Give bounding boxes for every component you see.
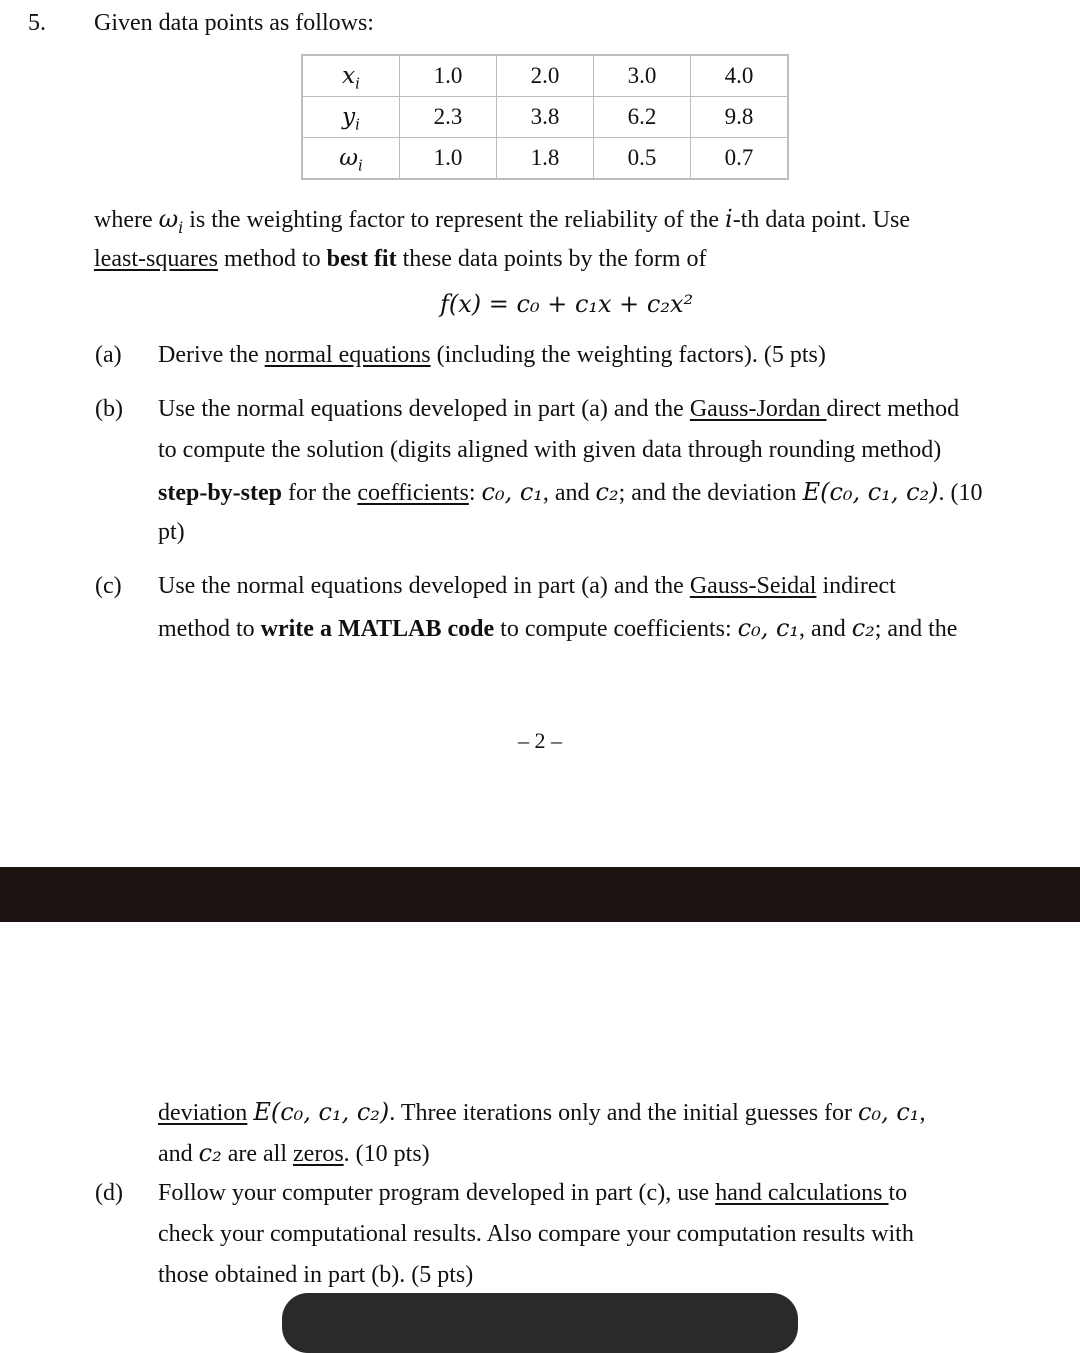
row-label-w: $\omega_i$ bbox=[302, 138, 400, 180]
part-a-text: Derive the normal equations (including the weighting factors). (5 pts) bbox=[158, 342, 826, 368]
table-row-x bbox=[302, 55, 788, 97]
part-d-line-1: Follow your computer program developed in part (c), use hand calculations to bbox=[158, 1180, 908, 1206]
part-c-line-2: method to write a MATLAB code to compute coefficients: c₀, c₁, and c₂; and the bbox=[158, 614, 958, 642]
part-c-line-1: Use the normal equations developed in part (a) and the Gauss-Seidal indirect bbox=[158, 573, 896, 599]
part-d-line-3: those obtained in part (b). (5 pts) bbox=[158, 1262, 474, 1288]
part-c-cont-line-2: and c₂ are all zeros. (10 pts) bbox=[158, 1139, 430, 1167]
question-title: Given data points as follows: bbox=[94, 10, 374, 36]
part-d-line-2: check your computational results. Also compare your computation results with bbox=[158, 1221, 914, 1247]
table-cell: 0.5 bbox=[594, 138, 691, 180]
table-cell: 1.0 bbox=[400, 138, 497, 180]
table-cell: 2.3 bbox=[400, 97, 497, 138]
intro-line-2: least-squares method to best fit these data points by the form of bbox=[94, 246, 707, 272]
table-cell: 3.0 bbox=[594, 55, 691, 97]
row-label-x: $x_i$ bbox=[302, 55, 400, 97]
table-cell: 9.8 bbox=[691, 97, 789, 138]
intro-line-1: where $\omega_i$ is the weighting factor to represent the reliability of the i-th data point. Use bbox=[94, 205, 911, 237]
fit-equation: f(x) = c₀ + c₁x + c₂x² bbox=[440, 290, 694, 318]
part-b-line-3: step-by-step for the coefficients: c₀, c₁, and c₂; and the deviation E(c₀, c₁, c₂). (10 bbox=[158, 478, 983, 506]
table-row-w bbox=[302, 138, 788, 180]
table-cell: 0.7 bbox=[691, 138, 789, 180]
part-c-cont-line-1: deviation E(c₀, c₁, c₂). Three iterations only and the initial guesses for c₀, c₁, bbox=[158, 1098, 926, 1126]
table-cell: 4.0 bbox=[691, 55, 789, 97]
part-b-line-1: Use the normal equations developed in part (a) and the Gauss-Jordan direct method bbox=[158, 396, 960, 422]
least-squares-term: least-squares bbox=[94, 246, 218, 272]
table-cell: 1.8 bbox=[497, 138, 594, 180]
part-b-line-4: pt) bbox=[158, 519, 185, 545]
part-b-label: (b) bbox=[95, 396, 123, 422]
part-a-label: (a) bbox=[95, 342, 122, 368]
table-cell: 6.2 bbox=[594, 97, 691, 138]
row-label-y: $y_i$ bbox=[302, 97, 400, 138]
table-cell: 1.0 bbox=[400, 55, 497, 97]
data-table bbox=[301, 54, 789, 180]
table-cell: 2.0 bbox=[497, 55, 594, 97]
bottom-toolbar-pill[interactable] bbox=[282, 1293, 798, 1353]
part-c-label: (c) bbox=[95, 573, 122, 599]
page-number: – 2 – bbox=[518, 728, 562, 753]
question-number: 5. bbox=[28, 10, 46, 36]
part-b-line-2: to compute the solution (digits aligned with given data through rounding method) bbox=[158, 437, 942, 463]
table-row-y bbox=[302, 97, 788, 138]
page-divider bbox=[0, 867, 1080, 922]
part-d-label: (d) bbox=[95, 1180, 123, 1206]
table-cell: 3.8 bbox=[497, 97, 594, 138]
